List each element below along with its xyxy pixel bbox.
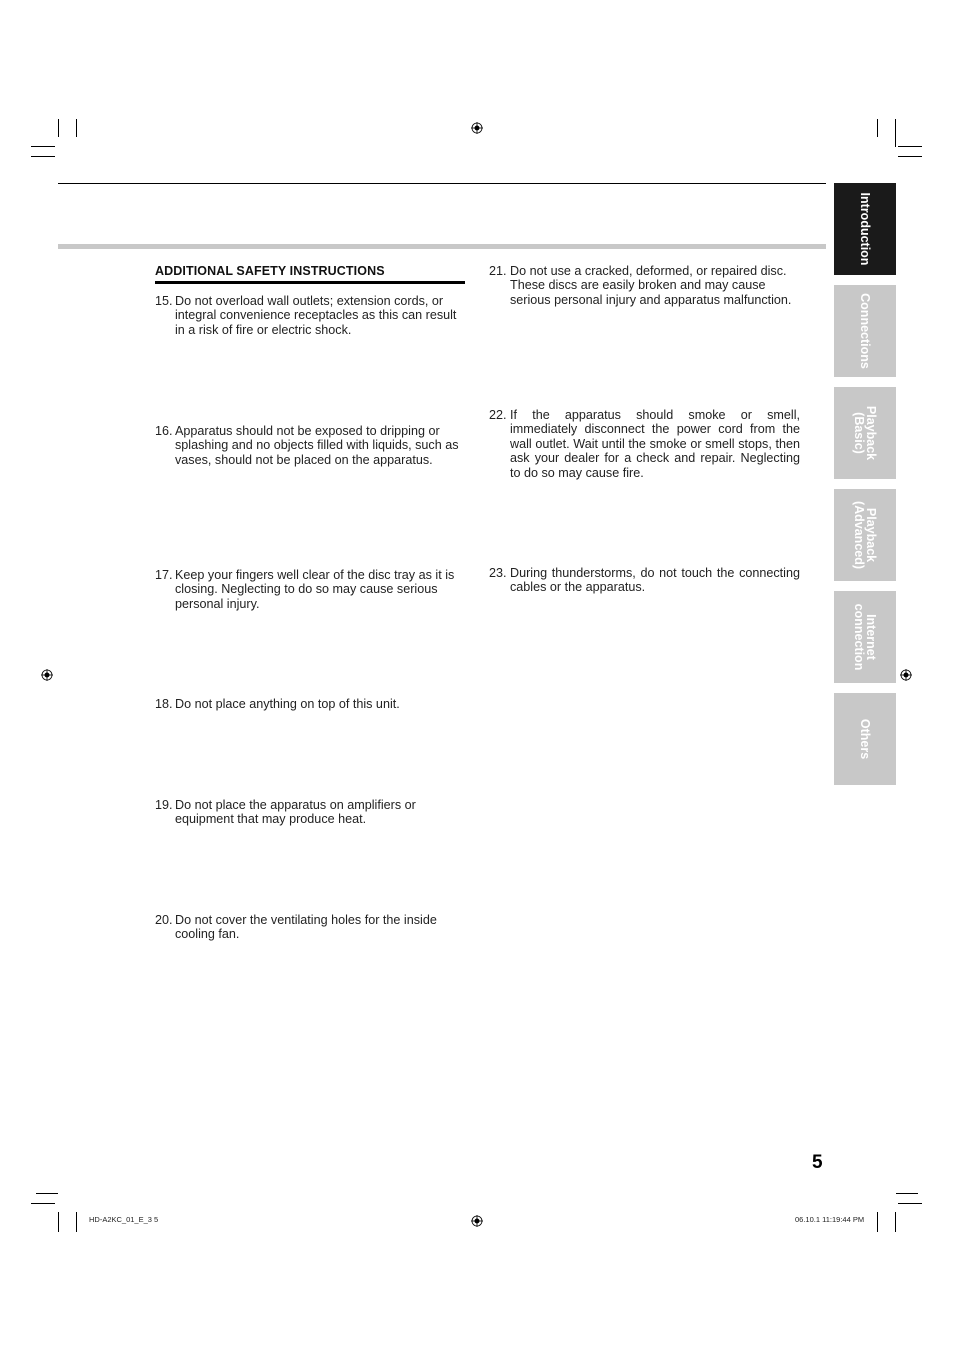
instruction-item (155, 913, 465, 942)
item-number: 18. (155, 697, 173, 711)
item-text: Keep your fingers well clear of the disc tray as it is closing. Neglecting to do so may cause serious personal injury. (175, 568, 455, 611)
crop-mark (896, 1193, 918, 1194)
item-number: 17. (155, 568, 173, 582)
instruction-item (155, 798, 465, 827)
section-rule (58, 244, 826, 249)
tab-playback-advanced[interactable] (834, 489, 896, 581)
crop-mark (36, 1193, 58, 1194)
tab-others[interactable] (834, 693, 896, 785)
registration-mark-icon (471, 1215, 483, 1227)
item-number: 15. (155, 294, 173, 308)
crop-mark (31, 1203, 55, 1204)
tab-playback-basic[interactable] (834, 387, 896, 479)
tab-label: Connections (858, 293, 872, 369)
item-number: 20. (155, 913, 173, 927)
tab-label: Introduction (858, 192, 872, 266)
crop-mark (58, 1212, 59, 1232)
crop-mark (877, 119, 878, 137)
header-rule (58, 183, 826, 184)
section-heading: ADDITIONAL SAFETY INSTRUCTIONS (155, 264, 465, 284)
item-number: 19. (155, 798, 173, 812)
item-number: 21. (489, 264, 507, 278)
item-text: Do not cover the ventilating holes for the inside cooling fan. (175, 913, 437, 942)
instruction-item (489, 408, 800, 480)
item-text: During thunderstorms, do not touch the connecting cables or the apparatus. (510, 566, 800, 595)
tab-label: Playback (Basic) (852, 405, 878, 461)
crop-mark (898, 156, 922, 157)
item-text: Do not overload wall outlets; extension cords, or integral convenience receptacles as this can result in a risk of fire or electric shock. (175, 294, 457, 337)
tab-label: Others (858, 718, 872, 760)
tab-label: Playback (Advanced) (852, 500, 878, 570)
tab-label: Internet connection (852, 603, 878, 671)
instruction-item (155, 424, 465, 467)
instruction-item (155, 294, 465, 337)
item-text: Apparatus should not be exposed to dripping or splashing and no objects filled with liquids, such as vases, should not be placed on the apparatus. (175, 424, 459, 467)
item-number: 22. (489, 408, 507, 422)
page-number: 5 (812, 1152, 823, 1173)
instruction-item (489, 566, 800, 595)
crop-mark (898, 1203, 922, 1204)
instruction-item (155, 568, 465, 611)
item-text: Do not place anything on top of this unit. (175, 697, 400, 711)
footer-right: 06.10.1 11:19:44 PM (795, 1215, 865, 1224)
footer-left: HD-A2KC_01_E_3 5 (89, 1215, 159, 1224)
tab-connections[interactable] (834, 285, 896, 377)
crop-mark (31, 146, 55, 147)
item-text: Do not use a cracked, deformed, or repaired disc. These discs are easily broken and may cause serious personal injury and apparatus malfunction. (510, 264, 792, 307)
registration-mark-icon (471, 122, 483, 134)
tab-internet-connection[interactable] (834, 591, 896, 683)
registration-mark-icon (900, 669, 912, 681)
crop-mark (58, 119, 59, 137)
instruction-item (489, 264, 800, 307)
crop-mark (877, 1212, 878, 1232)
crop-mark (898, 146, 922, 147)
crop-mark (31, 156, 55, 157)
registration-mark-icon (41, 669, 53, 681)
tab-introduction[interactable] (834, 183, 896, 275)
crop-mark (895, 119, 896, 147)
item-number: 23. (489, 566, 507, 580)
item-text: Do not place the apparatus on amplifiers or equipment that may produce heat. (175, 798, 416, 827)
crop-mark (76, 1212, 77, 1232)
crop-mark (895, 1212, 896, 1232)
instruction-item (155, 697, 465, 711)
item-text: If the apparatus should smoke or smell, immediately disconnect the power cord from the wall outlet. Wait until the smoke or smell stops, then ask your dealer for a check and repair. Neglecting to do so may cause fire. (510, 408, 800, 480)
crop-mark (76, 119, 77, 137)
item-number: 16. (155, 424, 173, 438)
